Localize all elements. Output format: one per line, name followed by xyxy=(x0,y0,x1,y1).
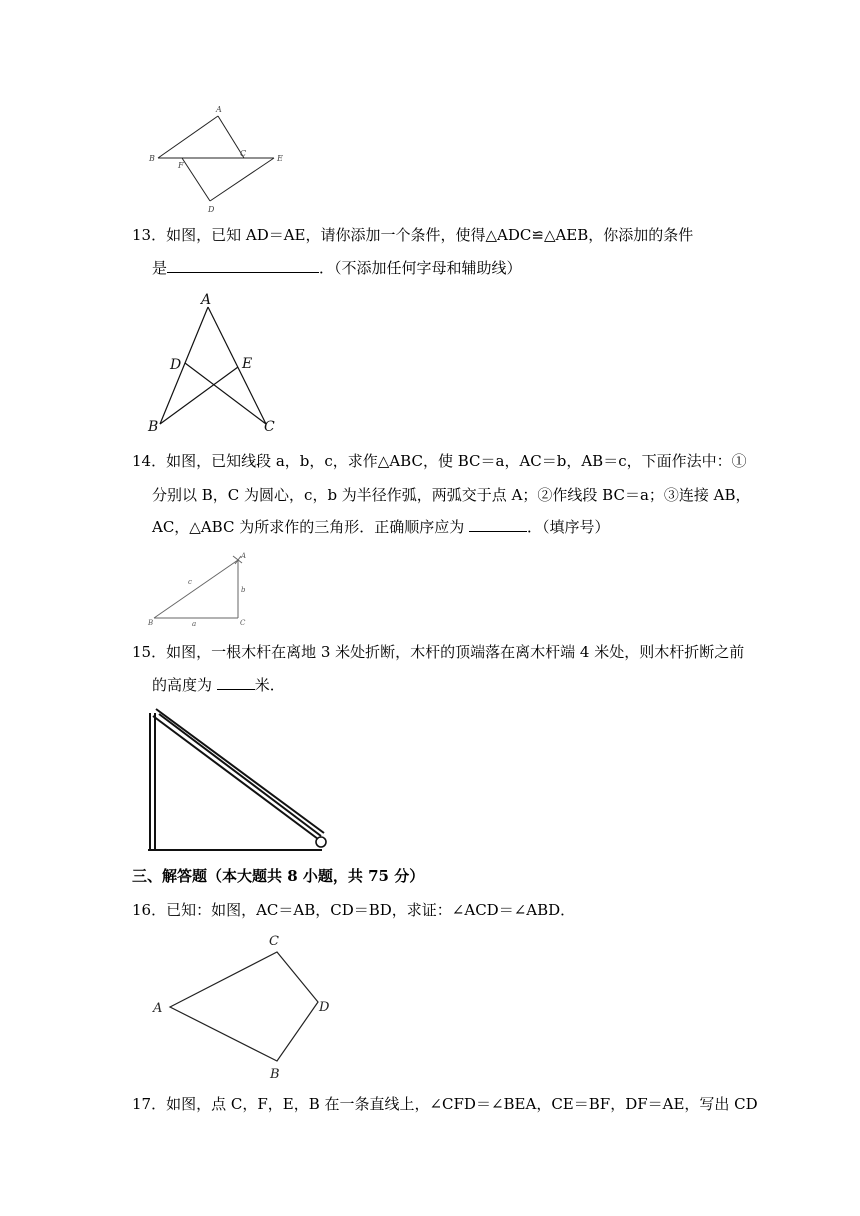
label-a: A xyxy=(153,1001,163,1016)
q13-line-1: 13．如图，已知 AD＝AE，请你添加一个条件，使得△ADC≌△AEB，你添加的条件 xyxy=(132,226,694,244)
q15-suffix: 米． xyxy=(254,676,285,694)
label-d: D xyxy=(319,1000,330,1015)
label-b: B xyxy=(148,419,159,435)
figure-q15-broken-pole xyxy=(140,705,340,855)
q16-line-1: 16．已知：如图，AC＝AB，CD＝BD，求证：∠ACD＝∠ABD． xyxy=(132,901,576,919)
label-e: E xyxy=(242,356,253,372)
figure-q13 xyxy=(140,290,290,436)
label-b: B xyxy=(270,1067,280,1082)
figure-q12 xyxy=(140,102,300,217)
label-d: D xyxy=(208,205,215,214)
label-c-segment: c xyxy=(188,578,192,586)
q15-answer-blank[interactable] xyxy=(217,675,255,690)
q14-line-1: 14．如图，已知线段 a，b，c，求作△ABC，使 BC＝a，AC＝b，AB＝c，下面作法中：① xyxy=(132,452,747,470)
label-c: C xyxy=(240,619,246,627)
label-b: B xyxy=(148,619,154,627)
q13-answer-blank[interactable] xyxy=(167,258,319,273)
label-c: C xyxy=(269,934,279,949)
label-c: C xyxy=(240,149,247,158)
label-b-segment: b xyxy=(241,586,246,594)
q15-line-1: 15．如图，一根木杆在离地 3 米处折断，木杆的顶端落在离木杆端 4 米处，则木杆折断之前 xyxy=(132,643,745,661)
label-a: A xyxy=(201,292,212,308)
q14-line-2: 分别以 B，C 为圆心，c，b 为半径作弧，两弧交于点 A；②作线段 BC＝a；③连接 AB， xyxy=(152,486,751,504)
label-c: C xyxy=(264,419,275,435)
q13-prefix: 是 xyxy=(152,259,168,277)
q15-prefix: 的高度为 xyxy=(152,676,213,694)
q17-line-1: 17．如图，点 C，F，E，B 在一条直线上，∠CFD＝∠BEA，CE＝BF，DF＝AE，写出 CD xyxy=(132,1095,758,1113)
q14-line-3 xyxy=(152,517,610,537)
label-b: B xyxy=(149,154,155,163)
q13-suffix: ．（不添加任何字母和辅助线） xyxy=(319,259,522,277)
q14-answer-blank[interactable] xyxy=(469,517,527,532)
q15-line-2 xyxy=(152,675,285,695)
q13-line-2 xyxy=(152,258,522,278)
label-e: E xyxy=(277,154,283,163)
q14-suffix: ．（填序号） xyxy=(527,518,610,536)
label-d: D xyxy=(170,357,182,373)
section-3-title: 三、解答题（本大题共 8 小题，共 75 分） xyxy=(132,867,425,885)
label-a-segment: a xyxy=(192,620,197,628)
label-a: A xyxy=(241,552,247,560)
label-f: F xyxy=(178,161,184,170)
figure-q14 xyxy=(140,548,255,630)
figure-q16 xyxy=(140,930,350,1082)
q14-prefix: AC，△ABC 为所求作的三角形．正确顺序应为 xyxy=(152,518,465,536)
label-a: A xyxy=(216,105,222,114)
